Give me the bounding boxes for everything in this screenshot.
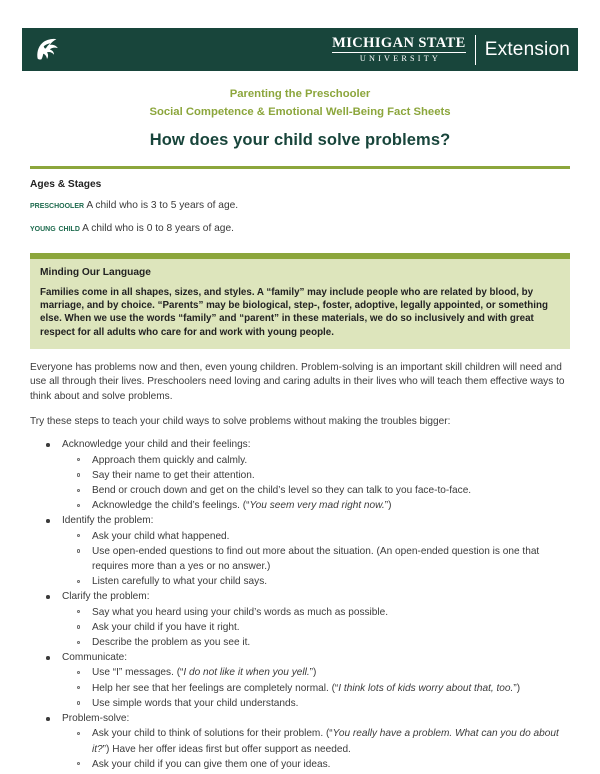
msu-name-stack [332,36,466,63]
substep-item [62,726,570,756]
substep-text-after: ”) [513,682,521,694]
step-item [30,650,570,711]
step-label: Identify the problem: [62,515,154,527]
substep-text: Describe the problem as you see it. [92,637,251,649]
ages-and-stages-heading: Ages & Stages [30,179,102,190]
callout-text: Families come in all shapes, sizes, and styles. A “family” may include people who are related by blood, by marriage, and by choice. “Parents” may be biological, step-, foster, adoptive, legally appointed, or something else. When we use the words “family” and “parent” in these materials, we do so inclusively and with great respect for all adults who care for and work with young people. [40,287,548,338]
substep-list [62,665,570,711]
substep-list [62,605,570,651]
title-divider-rule [30,166,570,169]
callout-title: Minding Our Language [40,267,151,278]
step-label: Acknowledge your child and their feelings: [62,439,251,451]
substep-item [62,757,570,772]
substep-list [62,726,570,772]
substep-item [62,696,570,711]
substep-item [62,574,570,589]
substep-text: Bend or crouch down and get on the child’s level so they can talk to you face-to-face. [92,485,472,497]
substep-quote: I do not like it when you yell. [183,667,310,679]
kicker-line-2: Social Competence & Emotional Well-Being Fact Sheets [149,106,451,118]
substep-item [62,665,570,680]
substep-list [62,529,570,590]
substep-item [62,635,570,650]
wordmark-divider [475,35,476,65]
step-label: Communicate: [62,652,128,664]
msu-wordmark [332,35,570,65]
step-item [30,437,570,513]
msu-extension-header [22,28,578,71]
substep-text: Ask your child if you have it right. [92,621,240,633]
substep-quote: You really have a problem. What can you do about it? [92,728,559,755]
substep-text: Approach them quickly and calmly. [92,454,248,466]
step-item [30,589,570,650]
substep-quote: You seem very mad right now. [249,500,385,512]
substep-item [62,468,570,483]
substep-quote: I think lots of kids worry about that, too. [338,682,514,694]
substep-item [62,605,570,620]
substep-list [62,453,570,514]
substep-text: Acknowledge the child’s feelings. (“ [92,500,250,512]
substep-text-after: ”) Have her offer ideas first but offer support as needed. [102,743,351,755]
substep-text-after: ”) [384,500,392,512]
stage-term-young-child: young child [30,223,80,234]
step-label: Clarify the problem: [62,591,150,603]
substep-text: Ask your child if you can give them one of your ideas. [92,758,331,770]
substep-item [62,498,570,513]
spartan-helmet-icon [32,35,62,65]
substep-item [62,544,570,574]
stage-entry-young-child [30,222,570,236]
stage-definition-young-child: A child who is 0 to 8 years of age. [82,223,234,234]
document-content [30,86,570,772]
substep-item [62,453,570,468]
substep-text: Use simple words that your child understands. [92,697,299,709]
substep-text: Ask your child to think of solutions for their problem. (“ [92,728,333,740]
substep-text: Help her see that her feelings are completely normal. (“ [92,682,339,694]
lead-in-paragraph: Try these steps to teach your child ways to solve problems without making the troubles bigger: [30,416,451,428]
wordmark-michigan-state: MICHIGAN STATE [332,35,466,52]
substep-text-after: ”) [309,667,317,679]
intro-paragraph: Everyone has problems now and then, even young children. Problem-solving is an important skill children will need and use all through their lives. Preschoolers need loving and caring adults in their lives who will teach them effective ways to think about and solve problems. [30,361,565,402]
step-item [30,711,570,772]
substep-text: Say their name to get their attention. [92,469,255,481]
step-label: Problem-solve: [62,713,130,725]
wordmark-extension: Extension [484,38,570,60]
substep-text: Listen carefully to what your child says. [92,576,268,588]
substep-text: Use “I” messages. (“ [92,667,184,679]
substep-item [62,483,570,498]
page-title: How does your child solve problems? [149,131,451,149]
callout-body-box [30,259,570,349]
steps-list [30,437,570,771]
substep-text: Say what you heard using your child’s words as much as possible. [92,606,389,618]
substep-item [62,529,570,544]
substep-text: Use open-ended questions to find out more about the situation. (An open-ended question is one that requires more than a yes or no answer.) [92,545,540,573]
stage-term-preschooler: preschooler [30,200,85,211]
minding-our-language-callout [30,253,570,349]
stage-entry-preschooler [30,199,570,213]
substep-item [62,681,570,696]
kicker-line-1: Parenting the Preschooler [229,88,371,100]
substep-item [62,620,570,635]
substep-text: Ask your child what happened. [92,530,230,542]
wordmark-university: UNIVERSITY [359,53,442,63]
step-item [30,513,570,589]
stage-definition-preschooler: A child who is 3 to 5 years of age. [86,200,239,211]
